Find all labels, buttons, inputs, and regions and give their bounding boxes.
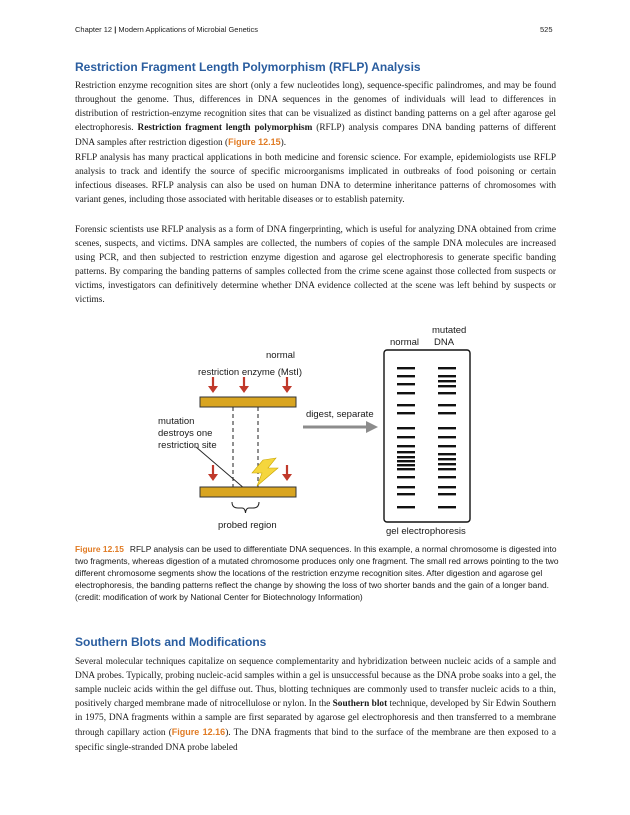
mutation-pointer-line	[196, 447, 245, 489]
figure-rflp-diagram	[0, 315, 630, 540]
band-mutated	[438, 468, 456, 470]
band-normal	[397, 451, 415, 453]
band-mutated	[438, 385, 456, 387]
band-mutated	[438, 476, 456, 478]
caption-figure-number: Figure 12.15	[75, 544, 124, 554]
band-mutated	[438, 493, 456, 495]
running-header: Chapter 12 | Modern Applications of Microbial Genetics	[75, 25, 259, 34]
band-mutated	[438, 380, 456, 382]
band-mutated	[438, 458, 456, 460]
band-normal	[397, 412, 415, 414]
lightning-bolt-icon	[252, 458, 278, 486]
band-normal	[397, 486, 415, 488]
chapter-prefix: Chapter 12	[75, 25, 113, 34]
label-mutation-line2: destroys one	[158, 428, 213, 439]
band-normal	[397, 445, 415, 447]
label-mutation-line1: mutation	[158, 416, 195, 427]
figure-caption	[75, 544, 560, 604]
band-normal	[397, 464, 415, 466]
label-lane-mutated-1: mutated	[432, 325, 467, 336]
band-normal	[397, 493, 415, 495]
label-normal-top: normal	[266, 350, 296, 361]
section-heading-rflp: Restriction Fragment Length Polymorphism (RFLP) Analysis	[75, 60, 421, 74]
section-heading-southern: Southern Blots and Modifications	[75, 635, 267, 649]
label-gel-electrophoresis: gel electrophoresis	[386, 526, 466, 537]
band-normal	[397, 506, 415, 508]
band-normal	[397, 476, 415, 478]
band-mutated	[438, 412, 456, 414]
band-normal	[397, 460, 415, 462]
caption-text: RFLP analysis can be used to differentiate DNA sequences. In this example, a normal chromosome is digested into two fragments, whereas digestion of a mutated chromosome produces only one fragment. The small red arrows pointing to the two different chromosome segments show the locations of the restriction enzyme recognition sites. After digestion and agarose gel electrophoresis, the banding patterns reflect the change by showing the loss of two shorter bands and the gain of a longer band. (credit: modification of work by National Center for Biotechnology Information)	[75, 544, 559, 602]
chromosome-normal	[200, 397, 296, 407]
enzyme-arrows-normal	[208, 377, 292, 393]
band-normal	[397, 392, 415, 394]
band-mutated	[438, 375, 456, 377]
band-normal	[397, 383, 415, 385]
band-normal	[397, 375, 415, 377]
probed-region-brace	[232, 502, 259, 513]
term-southern-blot: Southern blot	[332, 699, 388, 710]
band-mutated	[438, 427, 456, 429]
band-normal	[397, 436, 415, 438]
band-normal	[397, 404, 415, 406]
digest-arrow-head	[366, 421, 378, 433]
band-mutated	[438, 404, 456, 406]
band-mutated	[438, 506, 456, 508]
label-lane-mutated-2: DNA	[434, 337, 455, 348]
paragraph-rflp-intro: Restriction enzyme recognition sites are short (only a few nucleotides long), sequence-specific palindromes, and may be found throughout the genome. Thus, differences in DNA sequences in the genomes of individuals will lead to differences in distribution of restriction-enzyme recognition sites that can be visualized as distinct banding patterns on a gel after agarose gel electrophoresis. Restriction fragment length polymorphism (RFLP) analysis compares DNA banding patterns of different DNA samples after restriction digestion (Figure 12.15).	[75, 81, 556, 149]
band-normal	[397, 367, 415, 369]
paragraph-rflp-forensics: Forensic scientists use RFLP analysis as a form of DNA fingerprinting, which is useful for analyzing DNA obtained from crime scenes, suspects, and victims. DNA samples are collected, the numbers of copies of the sample DNA molecules are increased using PCR, and then subjected to restriction enzyme digestion and agarose gel electrophoresis to generate specific banding patterns. By comparing the banding patterns of samples collected from the crime scene against those collected from suspects or victims, investigators can definitively determine whether DNA evidence collected at the scene was left behind by suspects or victims.	[75, 225, 556, 306]
label-lane-normal: normal	[390, 337, 420, 348]
chapter-title: Modern Applications of Microbial Genetics	[118, 25, 259, 34]
label-mutation-line3: restriction site	[158, 440, 217, 451]
band-mutated	[438, 392, 456, 394]
label-restriction-enzyme: restriction enzyme (MstI)	[198, 367, 302, 378]
band-mutated	[438, 486, 456, 488]
label-digest-separate: digest, separate	[306, 409, 374, 420]
band-normal	[397, 468, 415, 470]
page-number: 525	[540, 25, 553, 34]
term-rflp: Restriction fragment length polymorphism	[137, 123, 313, 134]
paragraph-southern-blot: Several molecular techniques capitalize on sequence complementarity and hybridization between nucleic acids of a sample and DNA probes. Typically, probing nucleic-acid samples within a gel is unsuccessful because as the DNA probe soaks into a gel, the sample nucleic acids within the gel diffuse out. Thus, blotting techniques are commonly used to transfer nucleic acids to a thin, positively charged membrane made of nitrocellulose or nylon. In the Southern blot technique, developed by Sir Edwin Southern in 1975, DNA fragments within a sample are first separated by agarose gel electrophoresis and then transferred to a membrane through capillary action (Figure 12.16). The DNA fragments that bind to the surface of the membrane are then exposed to a specific single-stranded DNA probe labeled	[75, 657, 557, 753]
band-mutated	[438, 367, 456, 369]
band-mutated	[438, 463, 456, 465]
band-normal	[397, 427, 415, 429]
band-normal	[397, 456, 415, 458]
enzyme-arrows-mutated	[208, 465, 292, 481]
band-mutated	[438, 453, 456, 455]
chromosome-mutated	[200, 487, 296, 497]
band-mutated	[438, 445, 456, 447]
figure-link-12-16[interactable]: Figure 12.16	[171, 727, 226, 738]
band-mutated	[438, 436, 456, 438]
gel-box	[384, 350, 470, 522]
paragraph-rflp-applications: RFLP analysis has many practical applications in both medicine and forensic science. For example, epidemiologists use RFLP analysis to track and identify the source of specific microorganisms implicated in outbreaks of food poisoning or certain infectious diseases. RFLP analysis can also be used on human DNA to determine inheritance patterns of chromosomes with variant genes, including those associated with heritable diseases or to establish paternity.	[75, 153, 556, 206]
figure-link-12-15[interactable]: Figure 12.15	[228, 137, 281, 148]
label-probed-region: probed region	[218, 520, 277, 531]
